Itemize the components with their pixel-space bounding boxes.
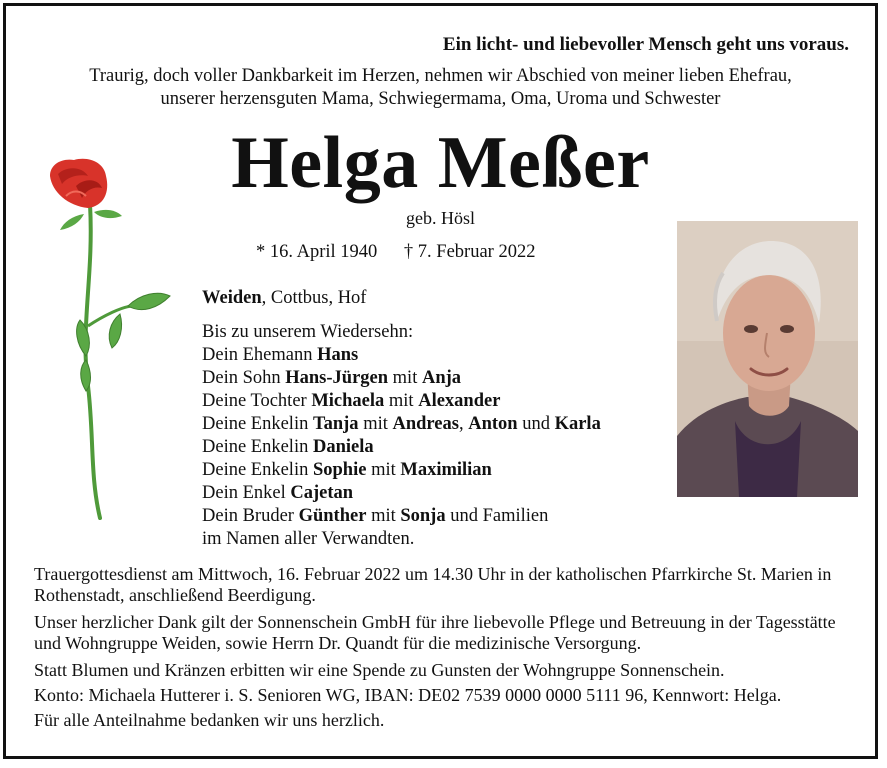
mourner-text: Dein Bruder bbox=[202, 506, 299, 526]
mourner-line bbox=[202, 413, 601, 436]
mourner-text: Deine Enkelin bbox=[202, 460, 313, 480]
mourner-text: Deine Enkelin bbox=[202, 437, 313, 457]
mourner-line bbox=[202, 321, 601, 344]
mourner-line bbox=[202, 482, 601, 505]
mourner-name: Sonja bbox=[400, 506, 446, 526]
mourner-name: Sophie bbox=[312, 460, 367, 480]
mourner-line bbox=[202, 505, 601, 528]
mourner-text: mit bbox=[366, 506, 401, 526]
mourner-name: Günther bbox=[298, 506, 367, 526]
life-dates bbox=[256, 242, 535, 263]
intro-line-1: Traurig, doch voller Dankbarkeit im Herzen, nehmen wir Abschied von meiner lieben Ehefrau, bbox=[89, 66, 792, 86]
portrait-photo bbox=[677, 221, 858, 497]
mourner-name: Maximilian bbox=[400, 460, 492, 480]
mourner-text: mit bbox=[388, 368, 422, 388]
mourner-text: Deine Tochter bbox=[202, 391, 312, 411]
mourner-text: mit bbox=[384, 391, 419, 411]
mourner-name: Michaela bbox=[311, 391, 385, 411]
mourner-name: Cajetan bbox=[290, 483, 354, 503]
mourner-text: mit bbox=[358, 414, 393, 434]
mourner-name: Hans-Jürgen bbox=[285, 368, 389, 388]
mourner-text: , bbox=[458, 414, 469, 434]
mourner-text: mit bbox=[366, 460, 401, 480]
thanks-text: Unser herzlicher Dank gilt der Sonnenschein GmbH für ihre liebevolle Pflege und Betreuung in der Tagesstätte und Wohngruppe Weiden, sowie Herrn Dr. Quandt für die medizinische Versorgung. bbox=[34, 612, 836, 653]
deceased-name: Helga Meßer bbox=[231, 122, 650, 204]
birth-date: * 16. April 1940 bbox=[256, 242, 378, 262]
birth-name: geb. Hösl bbox=[406, 208, 475, 228]
mourner-line bbox=[202, 436, 601, 459]
mourner-text: im Namen aller Verwandten. bbox=[202, 529, 415, 549]
mourner-list bbox=[202, 321, 601, 551]
mourner-text: und Familien bbox=[445, 506, 549, 526]
mourner-line bbox=[202, 528, 601, 551]
death-date: † 7. Februar 2022 bbox=[403, 242, 536, 262]
mourner-name: Alexander bbox=[418, 391, 501, 411]
place-rest: , Cottbus, Hof bbox=[261, 288, 367, 308]
intro-line-2: unserer herzensguten Mama, Schwiegermama, Oma, Uroma und Schwester bbox=[160, 89, 721, 109]
mourner-text: Bis zu unserem Wiedersehn: bbox=[202, 322, 414, 342]
mourner-line bbox=[202, 367, 601, 390]
mourner-line bbox=[202, 459, 601, 482]
motto: Ein licht- und liebevoller Mensch geht uns voraus. bbox=[442, 34, 849, 55]
mourner-name: Anja bbox=[421, 368, 462, 388]
mourner-name: Karla bbox=[554, 414, 601, 434]
service-info: Trauergottesdienst am Mittwoch, 16. Februar 2022 um 14.30 Uhr in der katholischen Pfarrkirche St. Marien in Rothenstadt, anschließend Beerdigung. bbox=[34, 564, 832, 605]
mourner-line bbox=[202, 344, 601, 367]
donation-text: Statt Blumen und Kränzen erbitten wir eine Spende zu Gunsten der Wohngruppe Sonnenschein. bbox=[34, 660, 725, 680]
mourner-name: Andreas bbox=[392, 414, 459, 434]
mourner-line bbox=[202, 390, 601, 413]
red-rose-icon bbox=[28, 156, 178, 526]
mourner-name: Tanja bbox=[312, 414, 359, 434]
mourner-text: Dein Ehemann bbox=[202, 345, 318, 365]
obituary-frame bbox=[3, 3, 878, 759]
mourner-text: und bbox=[517, 414, 555, 434]
mourner-name: Anton bbox=[468, 414, 518, 434]
mourner-text: Deine Enkelin bbox=[202, 414, 313, 434]
mourner-text: Dein Enkel bbox=[202, 483, 291, 503]
mourner-name: Daniela bbox=[312, 437, 374, 457]
mourner-text: Dein Sohn bbox=[202, 368, 286, 388]
account-info: Konto: Michaela Hutterer i. S. Senioren WG, IBAN: DE02 7539 0000 0000 5111 96, Kennwort: Helga. bbox=[34, 685, 782, 705]
closing-text: Für alle Anteilnahme bedanken wir uns herzlich. bbox=[34, 710, 385, 730]
places bbox=[202, 287, 366, 310]
mourner-name: Hans bbox=[317, 345, 359, 365]
place-main: Weiden bbox=[202, 288, 262, 308]
